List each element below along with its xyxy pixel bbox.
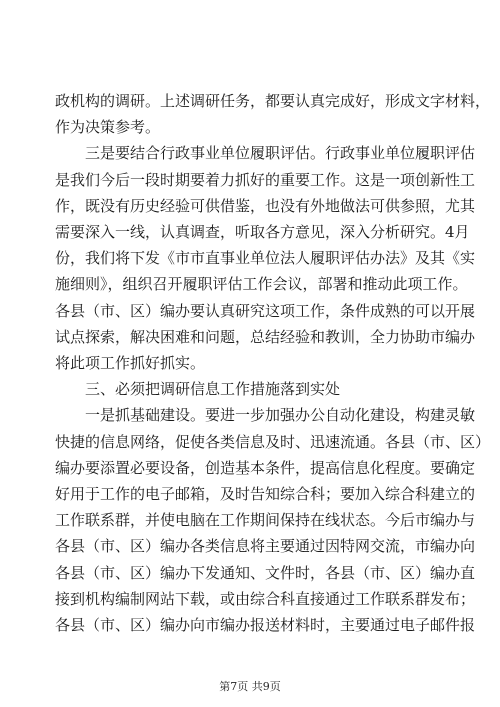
text-line: 作为决策参考。	[55, 118, 161, 137]
text-line: 各县（市、区）编办下发通知、文件时，各县（市、区）编办直	[55, 563, 476, 582]
text-line: 作，既没有历史经验可供借鉴，也没有外地做法可供参照，尤其	[55, 196, 476, 215]
text-line: 将此项工作抓好抓实。	[55, 354, 206, 372]
text-line: 好用于工作的电子邮箱，及时告知综合科；要加入综合科建立的	[55, 485, 476, 503]
text-line: 工作联系群，并使电脑在工作期间保持在线状态。今后市编办与	[55, 511, 476, 530]
text-line: 政机构的调研。上述调研任务，都要认真完成好，形成文字材料，	[55, 92, 491, 110]
text-line: 快捷的信息网络，促使各类信息及时、迅速流通。各县（市、区）	[55, 432, 491, 451]
text-line: 各县（市、区）编办要认真研究这项工作，条件成熟的可以开展	[55, 301, 476, 320]
text-line: 份，我们将下发《市市直事业单位法人履职评估办法》及其《实	[55, 249, 476, 268]
text-line: 是我们今后一段时期要着力抓好的重要工作。这是一项创新性工	[55, 170, 476, 189]
text-line: 三、必须把调研信息工作措施落到实处	[55, 380, 341, 399]
text-line: 接到机构编制网站下载，或由综合科直接通过工作联系群发布；	[55, 589, 476, 608]
text-line: 施细则》，组织召开履职评估工作会议，部署和推动此项工作。	[55, 275, 468, 294]
text-line: 编办要添置必要设备，创造基本条件，提高信息化程度。要确定	[55, 458, 476, 477]
text-line: 三是要结合行政事业单位履职评估。行政事业单位履职评估	[55, 144, 476, 163]
text-line: 试点探索，解决困难和问题，总结经验和教训，全力协助市编办	[55, 327, 476, 346]
text-line: 需要深入一线，认真调查，听取各方意见，深入分析研究。4月	[55, 223, 470, 241]
text-line: 一是抓基础建设。要进一步加强办公自动化建设，构建灵敏	[55, 406, 476, 425]
text-line: 各县（市、区）编办各类信息将主要通过因特网交流，市编办向	[55, 537, 476, 556]
page-footer: 第7页 共9页	[219, 680, 281, 693]
text-line: 各县（市、区）编办向市编办报送材料时，主要通过电子邮件报	[55, 616, 476, 634]
